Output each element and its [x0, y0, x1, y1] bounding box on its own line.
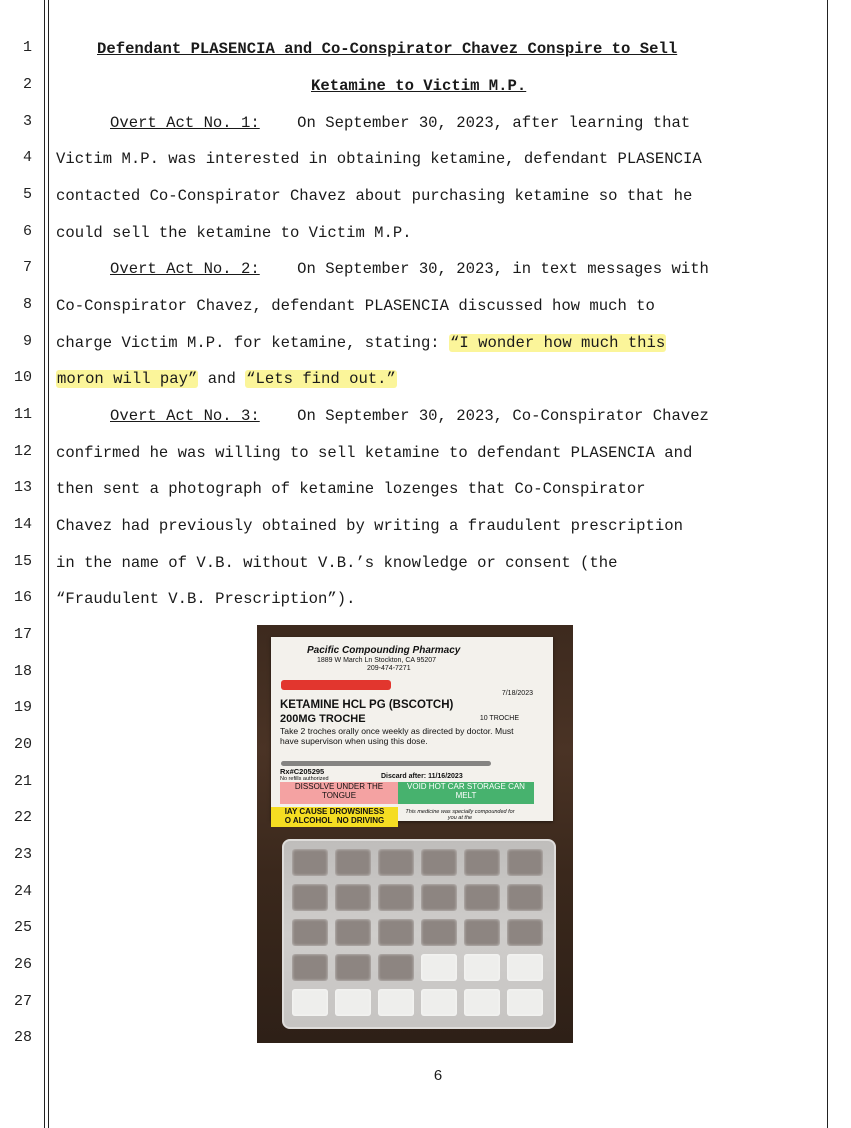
ketamine-lozenges-photo [257, 625, 573, 1043]
tray-cell-empty [335, 919, 371, 946]
line-number: 17 [13, 626, 32, 643]
drug-quantity: 10 TROCHE [479, 715, 519, 722]
tray-cell-empty [292, 884, 328, 911]
line-number: 26 [13, 956, 32, 973]
line-number: 28 [13, 1029, 32, 1046]
line-number: 11 [13, 406, 32, 423]
drowsiness-warning-sticker: IAY CAUSE DROWSINESS O ALCOHOL NO DRIVING [271, 807, 398, 827]
line-number: 3 [22, 113, 32, 130]
tray-cell-empty [335, 954, 371, 981]
line-number: 10 [13, 369, 32, 386]
body-line-9 [56, 334, 666, 352]
tray-cell-empty [507, 884, 543, 911]
line-number: 18 [13, 663, 32, 680]
tray-cell-empty [421, 884, 457, 911]
page-number: 6 [433, 1068, 443, 1085]
line-number: 21 [13, 773, 32, 790]
redaction-mark [281, 680, 391, 690]
overt-act-1-text: On September 30, 2023, after learning that [259, 114, 691, 132]
tray-cell-empty [378, 954, 414, 981]
tray-cell-empty [292, 849, 328, 876]
tray-cell-empty [378, 884, 414, 911]
overt-act-1-title: Overt Act No. 1: [110, 114, 260, 132]
section-heading-line-2: Ketamine to Victim M.P. [311, 77, 527, 95]
tray-cell-empty [335, 849, 371, 876]
right-margin-rule [827, 0, 828, 1128]
tray-cell-empty [292, 954, 328, 981]
tray-cell-empty [335, 884, 371, 911]
body-line-16: “Fraudulent V.B. Prescription”). [56, 590, 356, 608]
body-line-10 [56, 370, 397, 388]
line-number: 23 [13, 846, 32, 863]
tray-cell-empty [421, 849, 457, 876]
tray-cell-lozenge [335, 989, 371, 1016]
body-line-15: in the name of V.B. without V.B.’s knowledge or consent (the [56, 554, 618, 572]
prescription-label [271, 637, 553, 825]
rx-number: Rx#C205295 [280, 767, 325, 776]
highlighted-quote: “Lets find out.” [246, 370, 396, 388]
line-number: 15 [13, 553, 32, 570]
body-line-13: then sent a photograph of ketamine lozenges that Co-Conspirator [56, 480, 646, 498]
tray-cell-lozenge [292, 989, 328, 1016]
body-line-12: confirmed he was willing to sell ketamine to defendant PLASENCIA and [56, 444, 693, 462]
pharmacy-name: Pacific Compounding Pharmacy [307, 645, 461, 656]
line-number: 14 [13, 516, 32, 533]
line-number: 19 [13, 699, 32, 716]
discard-date: Discard after: 11/16/2023 [381, 773, 463, 780]
overt-act-3-title: Overt Act No. 3: [110, 407, 260, 425]
tray-cell-lozenge [464, 989, 500, 1016]
overt-act-2-title: Overt Act No. 2: [110, 260, 260, 278]
signature-scribble [281, 761, 491, 766]
tray-cell-lozenge [421, 954, 457, 981]
compounded-note: This medicine was specially compounded for you at the [405, 809, 515, 821]
body-text: and [198, 370, 246, 388]
line-number: 7 [22, 259, 32, 276]
overt-act-2-text: On September 30, 2023, in text messages with [259, 260, 709, 278]
refills-note: No refills authorized [280, 776, 329, 782]
drug-dose: 200MG TROCHE [280, 713, 366, 725]
tray-cell-empty [464, 884, 500, 911]
tray-cell-empty [464, 849, 500, 876]
line-number: 2 [22, 76, 32, 93]
tray-cell-empty [378, 849, 414, 876]
line-number: 16 [13, 589, 32, 606]
body-line-7 [110, 260, 709, 278]
lozenge-tray [282, 839, 556, 1029]
tray-cell-empty [378, 919, 414, 946]
tray-cell-lozenge [378, 989, 414, 1016]
body-line-8: Co-Conspirator Chavez, defendant PLASENCIA discussed how much to [56, 297, 655, 315]
line-number: 25 [13, 919, 32, 936]
line-number: 12 [13, 443, 32, 460]
pharmacy-phone: 209-474-7271 [367, 665, 411, 672]
line-number: 5 [22, 186, 32, 203]
tray-cell-empty [464, 919, 500, 946]
left-margin-rule-2 [48, 0, 49, 1128]
line-number: 1 [22, 39, 32, 56]
left-margin-rule-1 [44, 0, 45, 1128]
drug-name: KETAMINE HCL PG (BSCOTCH) [280, 699, 454, 711]
storage-warning-sticker: VOID HOT CAR STORAGE CAN MELT [398, 782, 534, 804]
tray-cell-empty [507, 849, 543, 876]
line-number: 8 [22, 296, 32, 313]
line-number: 6 [22, 223, 32, 240]
line-number: 22 [13, 809, 32, 826]
tray-cell-lozenge [507, 954, 543, 981]
line-number: 27 [13, 993, 32, 1010]
label-date: 7/18/2023 [501, 690, 533, 697]
tray-cell-lozenge [421, 989, 457, 1016]
line-number: 20 [13, 736, 32, 753]
highlighted-quote: moron will pay” [57, 370, 198, 388]
body-line-4: Victim M.P. was interested in obtaining ketamine, defendant PLASENCIA [56, 150, 702, 168]
line-number: 4 [22, 149, 32, 166]
body-line-3 [110, 114, 690, 132]
tray-cell-empty [292, 919, 328, 946]
body-line-14: Chavez had previously obtained by writing a fraudulent prescription [56, 517, 683, 535]
tray-cell-lozenge [464, 954, 500, 981]
tray-cell-lozenge [507, 989, 543, 1016]
dissolve-warning-sticker: DISSOLVE UNDER THE TONGUE [280, 782, 398, 804]
tray-cell-empty [507, 919, 543, 946]
body-line-6: could sell the ketamine to Victim M.P. [56, 224, 412, 242]
line-number: 24 [13, 883, 32, 900]
body-line-5: contacted Co-Conspirator Chavez about purchasing ketamine so that he [56, 187, 693, 205]
body-line-11 [110, 407, 709, 425]
pharmacy-address: 1889 W March Ln Stockton, CA 95207 [317, 657, 437, 664]
tray-cell-empty [421, 919, 457, 946]
body-text: charge Victim M.P. for ketamine, stating: [56, 334, 450, 352]
drug-directions: Take 2 troches orally once weekly as directed by doctor. Must have supervison when using this dose. [280, 726, 514, 746]
line-number: 9 [22, 333, 32, 350]
section-heading-line-1: Defendant PLASENCIA and Co-Conspirator Chavez Conspire to Sell [97, 40, 678, 58]
highlighted-quote: “I wonder how much this [450, 334, 666, 352]
line-number: 13 [13, 479, 32, 496]
overt-act-3-text: On September 30, 2023, Co-Conspirator Chavez [259, 407, 709, 425]
